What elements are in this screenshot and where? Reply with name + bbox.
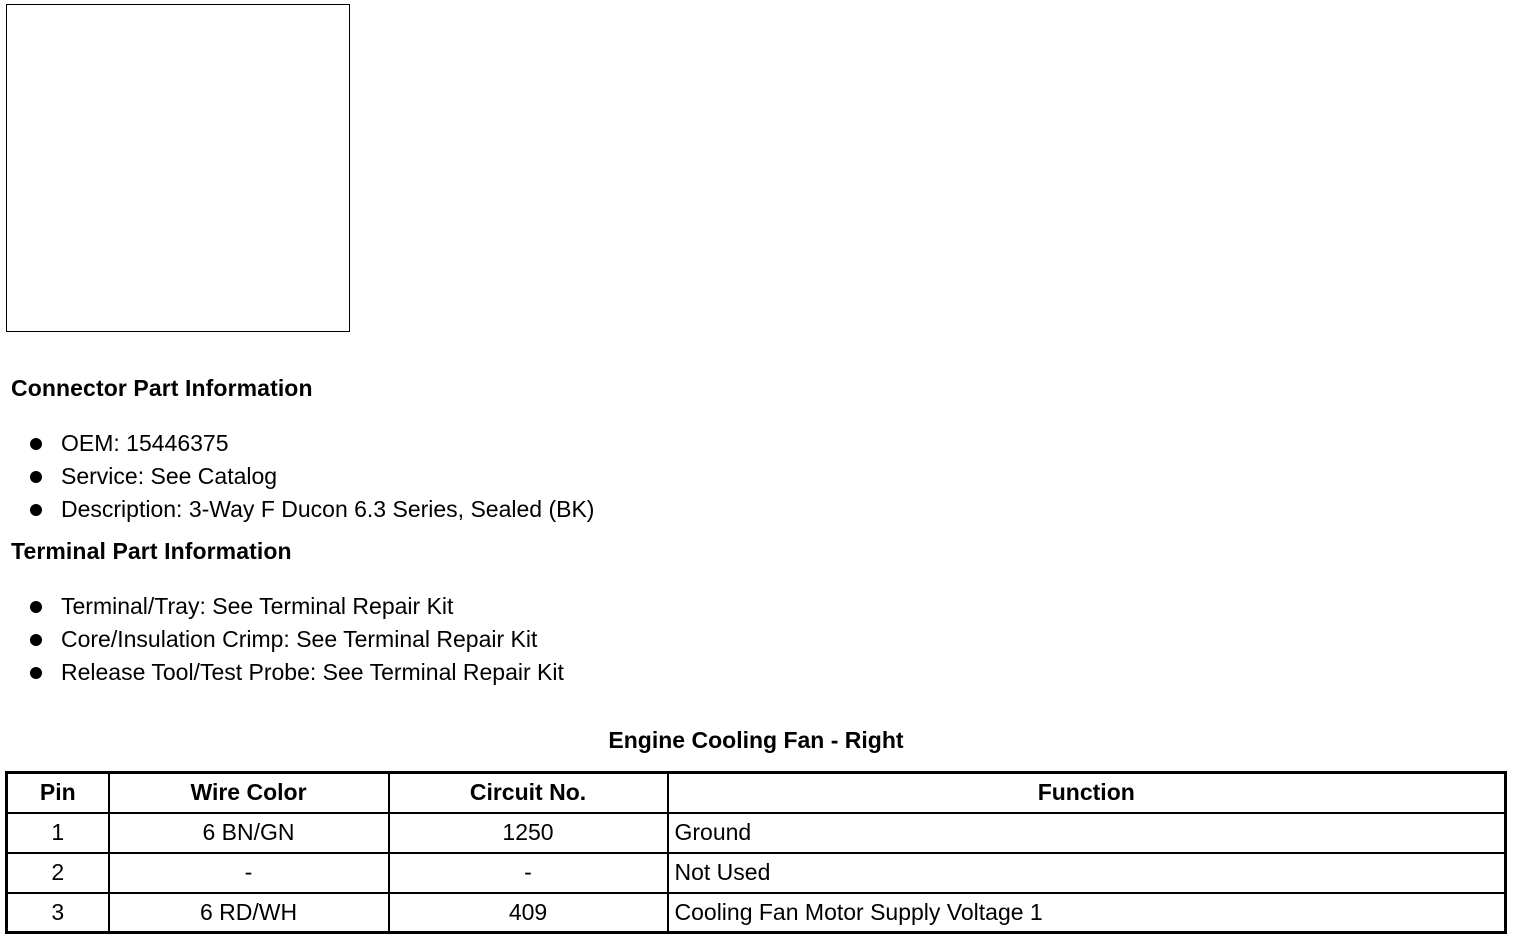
list-item xyxy=(26,427,594,460)
connector-info-list xyxy=(26,427,594,526)
table-row xyxy=(7,893,1506,933)
terminal-info-heading: Terminal Part Information xyxy=(11,538,292,564)
cell-circuit-no: 1250 xyxy=(389,813,668,853)
cell-function: Ground xyxy=(668,813,1506,853)
list-item-text: OEM: 15446375 xyxy=(61,430,229,456)
cell-function: Cooling Fan Motor Supply Voltage 1 xyxy=(668,893,1506,933)
list-item-text: Service: See Catalog xyxy=(61,463,278,489)
cell-pin: 3 xyxy=(7,893,109,933)
cell-pin: 1 xyxy=(7,813,109,853)
bullet-icon xyxy=(30,667,42,679)
cell-circuit-no: 409 xyxy=(389,893,668,933)
bullet-icon xyxy=(30,634,42,646)
table-header-row xyxy=(7,773,1506,813)
list-item xyxy=(26,590,564,623)
header-wire-color: Wire Color xyxy=(109,773,389,813)
header-circuit-no: Circuit No. xyxy=(389,773,668,813)
pin-table xyxy=(5,771,1507,934)
bullet-icon xyxy=(30,504,42,516)
list-item xyxy=(26,623,564,656)
list-item-text: Terminal/Tray: See Terminal Repair Kit xyxy=(61,593,454,619)
cell-wire-color: 6 RD/WH xyxy=(109,893,389,933)
bullet-icon xyxy=(30,601,42,613)
connector-image-placeholder xyxy=(6,4,350,332)
table-row xyxy=(7,813,1506,853)
table-title: Engine Cooling Fan - Right xyxy=(608,727,904,753)
bullet-icon xyxy=(30,471,42,483)
list-item-text: Core/Insulation Crimp: See Terminal Repair Kit xyxy=(61,626,538,652)
cell-wire-color: - xyxy=(109,853,389,893)
terminal-info-list xyxy=(26,590,564,689)
cell-function: Not Used xyxy=(668,853,1506,893)
list-item xyxy=(26,493,594,526)
cell-circuit-no: - xyxy=(389,853,668,893)
table-row xyxy=(7,853,1506,893)
cell-wire-color: 6 BN/GN xyxy=(109,813,389,853)
list-item xyxy=(26,460,594,493)
list-item-text: Release Tool/Test Probe: See Terminal Repair Kit xyxy=(61,659,564,685)
bullet-icon xyxy=(30,438,42,450)
cell-pin: 2 xyxy=(7,853,109,893)
list-item xyxy=(26,656,564,689)
list-item-text: Description: 3-Way F Ducon 6.3 Series, Sealed (BK) xyxy=(61,496,595,522)
header-pin: Pin xyxy=(7,773,109,813)
connector-info-heading: Connector Part Information xyxy=(11,375,313,401)
header-function: Function xyxy=(668,773,1506,813)
